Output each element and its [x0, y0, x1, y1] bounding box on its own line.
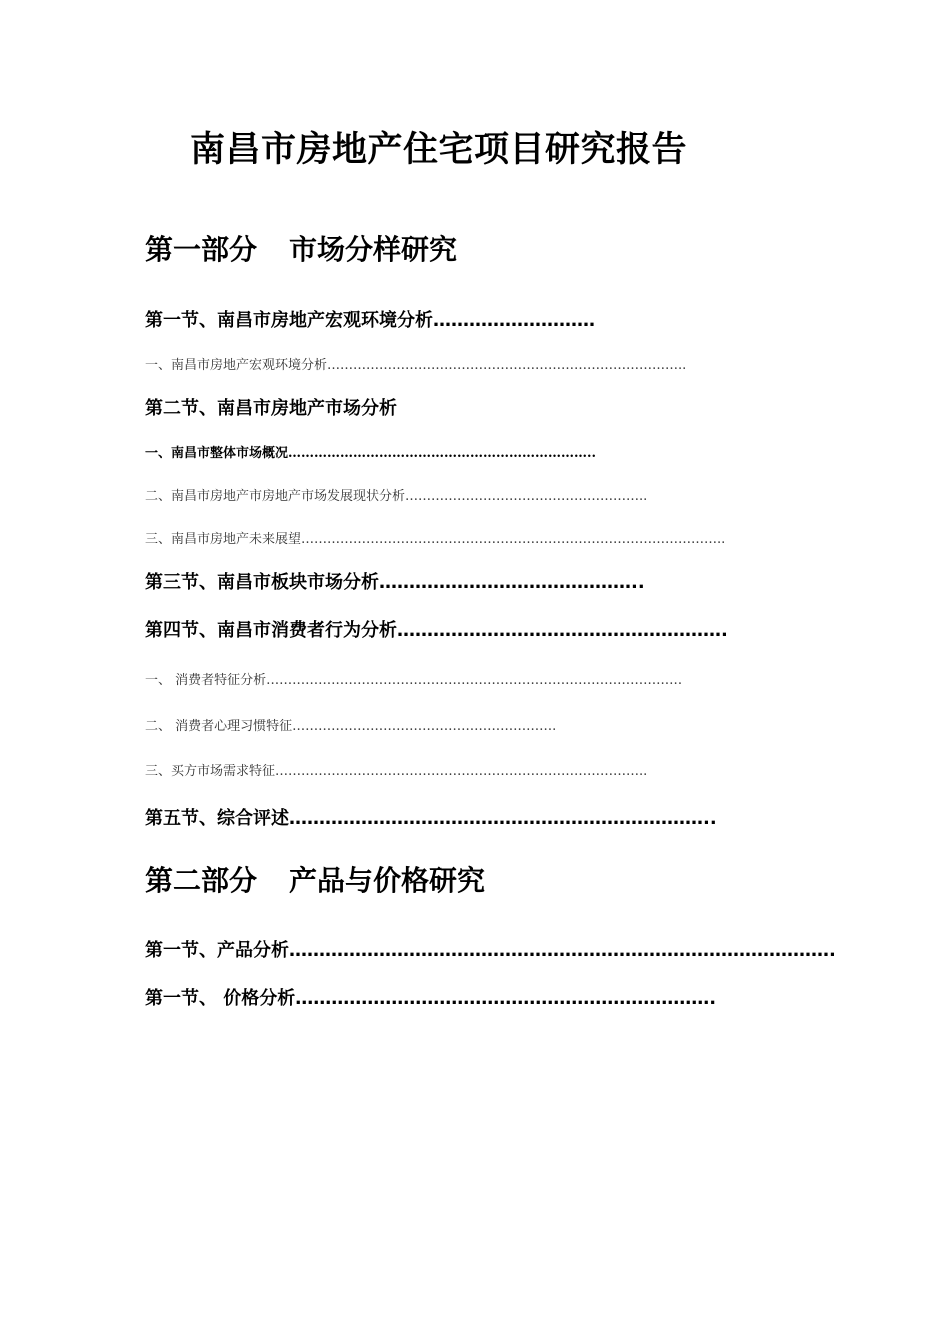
toc-item[interactable]: 二、南昌市房地产市房地产市场发展现状分析………………………………………………..	[145, 489, 648, 504]
part-heading-1	[145, 233, 458, 266]
toc-section[interactable]: 第五节、综合评述……………………………………………………………..	[145, 808, 717, 829]
toc-item[interactable]: 一、南昌市房地产宏观环境分析………………………………………………………………………..	[145, 358, 687, 373]
toc-item[interactable]: 三、买方市场需求特征…………………………………………………………………………..	[145, 764, 648, 779]
part-name: 产品与价格研究	[289, 864, 486, 897]
toc-section[interactable]: 第一节、产品分析……………………………………………………………………………….	[145, 940, 836, 961]
part-name: 市场分样研究	[289, 233, 458, 266]
toc-item[interactable]: 一、 消费者特征分析……………………………………………………………………………………	[145, 673, 683, 688]
toc-item[interactable]: 二、 消费者心理习惯特征…………………………………………………….	[145, 719, 557, 734]
toc-item[interactable]: 一、南昌市整体市场概况……………………………………………………………..	[145, 446, 597, 461]
part-number: 第一部分	[145, 233, 258, 266]
toc-section[interactable]: 第一节、南昌市房地产宏观环境分析………………………	[145, 310, 595, 331]
toc-section[interactable]: 第三节、南昌市板块市场分析……………………………………..	[145, 572, 645, 593]
part-number: 第二部分	[145, 864, 258, 897]
report-title: 南昌市房地产住宅项目研究报告	[190, 130, 688, 170]
part-heading-2	[145, 864, 486, 897]
toc-item[interactable]: 三、南昌市房地产未来展望……………………………………………………………………………………..	[145, 532, 726, 547]
toc-section[interactable]: 第二节、南昌市房地产市场分析	[145, 398, 397, 419]
toc-section[interactable]: 第四节、南昌市消费者行为分析……………………………………………….	[145, 620, 728, 641]
toc-section[interactable]: 第一节、 价格分析…………………………………………………………….	[145, 988, 717, 1009]
